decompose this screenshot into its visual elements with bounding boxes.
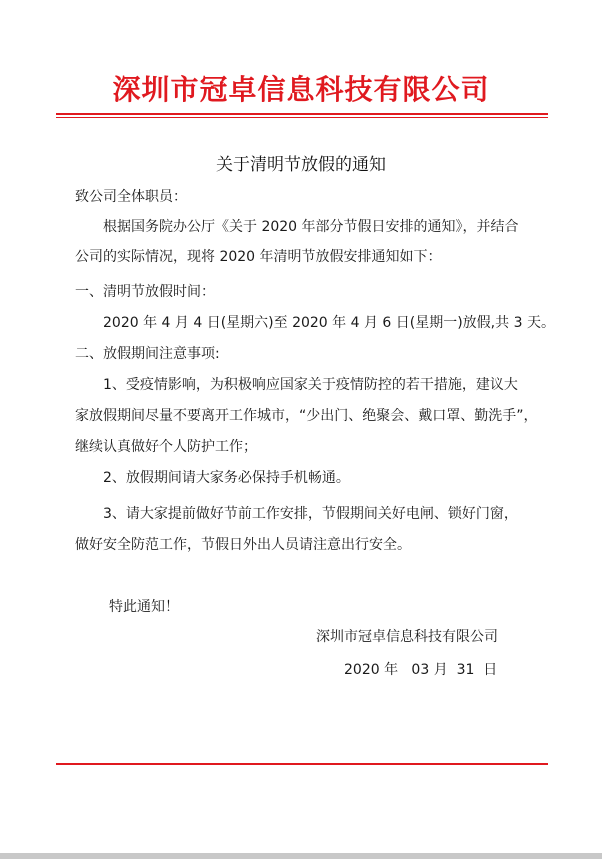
section-2-heading: 二、放假期间注意事项: <box>75 346 220 362</box>
intro-line-1: 根据国务院办公厅《关于 2020 年部分节假日安排的通知》，并结合 <box>103 219 519 235</box>
intro-line-2: 公司的实际情况，现将 2020 年清明节放假安排通知如下： <box>75 249 442 265</box>
notice-title: 关于清明节放假的通知 <box>216 155 386 175</box>
item-2-line-1: 2、放假期间请大家务必保持手机畅通。 <box>103 470 350 486</box>
item-1-line-3: 继续认真做好个人防护工作； <box>75 439 257 455</box>
closing-text: 特此通知！ <box>109 599 179 615</box>
item-1-line-2: 家放假期间尽量不要离开工作城市，“少出门、绝聚会、戴口罩、勤洗手”， <box>75 408 538 424</box>
footer-rule <box>56 763 548 765</box>
signature-date: 2020 年 03 月 31 日 <box>344 662 498 678</box>
company-header: 深圳市冠卓信息科技有限公司 <box>112 73 490 106</box>
item-3-line-1: 3、请大家提前做好节前工作安排，节假期间关好电闸、锁好门窗， <box>103 506 518 522</box>
page-bottom-edge <box>0 853 602 859</box>
header-rule-thin <box>56 117 548 118</box>
item-1-line-1: 1、受疫情影响，为积极响应国家关于疫情防控的若干措施，建议大 <box>103 377 518 393</box>
section-1-heading: 一、清明节放假时间： <box>75 284 215 300</box>
salutation: 致公司全体职员： <box>75 189 187 205</box>
item-3-line-2: 做好安全防范工作，节假日外出人员请注意出行安全。 <box>75 537 411 553</box>
signature-company: 深圳市冠卓信息科技有限公司 <box>316 629 498 645</box>
header-rule-thick <box>56 113 548 115</box>
section-1-text: 2020 年 4 月 4 日(星期六)至 2020 年 4 月 6 日(星期一)放假,共 3 天。 <box>103 315 555 331</box>
